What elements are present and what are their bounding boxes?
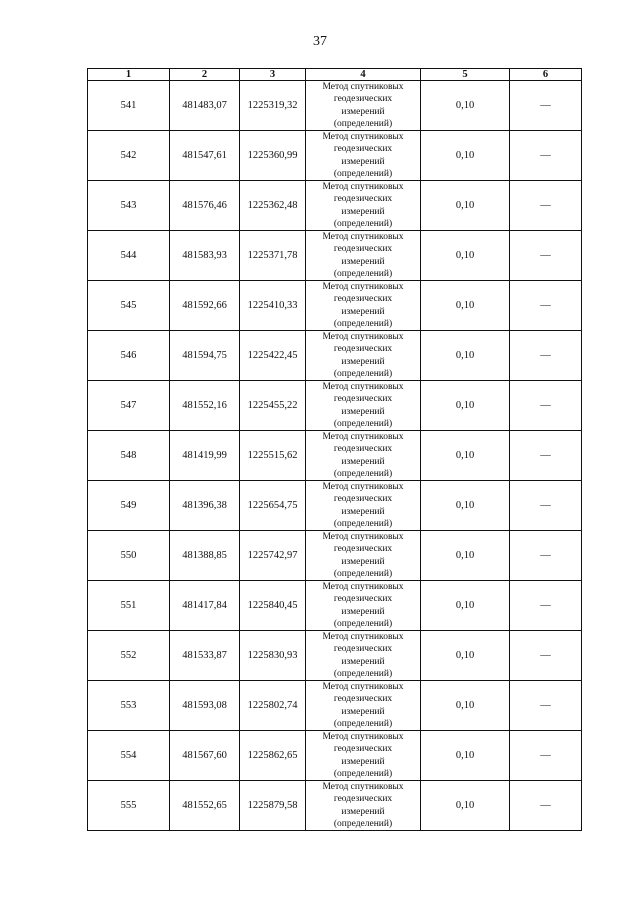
accuracy-cell: 0,10 [421, 131, 510, 181]
method-line: геодезических [333, 744, 393, 755]
method-line: (определений) [333, 118, 393, 129]
x-coordinate-cell: 481594,75 [170, 331, 240, 381]
method-cell [306, 331, 421, 381]
method-line: (определений) [333, 768, 393, 779]
method-line: геодезических [333, 544, 393, 555]
x-coordinate-cell: 481388,85 [170, 531, 240, 581]
accuracy-cell: 0,10 [421, 431, 510, 481]
accuracy-cell: 0,10 [421, 631, 510, 681]
method-line: Метод спутниковых [322, 782, 404, 793]
note-cell: — [510, 281, 582, 331]
method-line: Метод спутниковых [322, 232, 404, 243]
method-line: геодезических [333, 344, 393, 355]
method-line: геодезических [333, 444, 393, 455]
method-line: геодезических [333, 594, 393, 605]
method-cell [306, 131, 421, 181]
point-number-cell: 550 [88, 531, 170, 581]
method-line: геодезических [333, 394, 393, 405]
table-body [88, 81, 582, 831]
column-header-4: 4 [306, 69, 421, 81]
method-line: Метод спутниковых [322, 432, 404, 443]
coordinates-table [87, 68, 582, 831]
y-coordinate-cell: 1225840,45 [240, 581, 306, 631]
note-cell: — [510, 381, 582, 431]
accuracy-cell: 0,10 [421, 281, 510, 331]
note-cell: — [510, 181, 582, 231]
method-cell [306, 631, 421, 681]
y-coordinate-cell: 1225830,93 [240, 631, 306, 681]
table-row [88, 731, 582, 781]
method-line: измерений [341, 556, 385, 567]
table-row [88, 81, 582, 131]
y-coordinate-cell: 1225360,99 [240, 131, 306, 181]
point-number-cell: 547 [88, 381, 170, 431]
point-number-cell: 541 [88, 81, 170, 131]
note-cell: — [510, 331, 582, 381]
method-line: (определений) [333, 168, 393, 179]
method-line: геодезических [333, 94, 393, 105]
x-coordinate-cell: 481396,38 [170, 481, 240, 531]
method-line: (определений) [333, 318, 393, 329]
point-number-cell: 546 [88, 331, 170, 381]
x-coordinate-cell: 481547,61 [170, 131, 240, 181]
method-line: (определений) [333, 468, 393, 479]
method-line: измерений [341, 656, 385, 667]
method-cell [306, 281, 421, 331]
y-coordinate-cell: 1225410,33 [240, 281, 306, 331]
method-line: (определений) [333, 618, 393, 629]
method-line: Метод спутниковых [322, 82, 404, 93]
point-number-cell: 549 [88, 481, 170, 531]
y-coordinate-cell: 1225742,97 [240, 531, 306, 581]
method-line: измерений [341, 456, 385, 467]
x-coordinate-cell: 481533,87 [170, 631, 240, 681]
table-row [88, 431, 582, 481]
x-coordinate-cell: 481552,65 [170, 781, 240, 831]
method-line: Метод спутниковых [322, 332, 404, 343]
method-line: (определений) [333, 368, 393, 379]
note-cell: — [510, 81, 582, 131]
method-line: Метод спутниковых [322, 482, 404, 493]
table-row [88, 331, 582, 381]
column-header-2: 2 [170, 69, 240, 81]
x-coordinate-cell: 481483,07 [170, 81, 240, 131]
point-number-cell: 548 [88, 431, 170, 481]
point-number-cell: 553 [88, 681, 170, 731]
note-cell: — [510, 431, 582, 481]
method-line: геодезических [333, 244, 393, 255]
method-line: (определений) [333, 518, 393, 529]
method-line: измерений [341, 356, 385, 367]
method-line: Метод спутниковых [322, 582, 404, 593]
point-number-cell: 555 [88, 781, 170, 831]
method-line: измерений [341, 406, 385, 417]
method-line: Метод спутниковых [322, 282, 404, 293]
note-cell: — [510, 231, 582, 281]
method-line: геодезических [333, 194, 393, 205]
method-line: (определений) [333, 568, 393, 579]
method-line: измерений [341, 106, 385, 117]
method-cell [306, 431, 421, 481]
method-line: (определений) [333, 818, 393, 829]
method-line: измерений [341, 506, 385, 517]
method-line: Метод спутниковых [322, 132, 404, 143]
accuracy-cell: 0,10 [421, 581, 510, 631]
point-number-cell: 552 [88, 631, 170, 681]
method-cell [306, 781, 421, 831]
accuracy-cell: 0,10 [421, 81, 510, 131]
x-coordinate-cell: 481552,16 [170, 381, 240, 431]
method-cell [306, 731, 421, 781]
x-coordinate-cell: 481593,08 [170, 681, 240, 731]
table-row [88, 381, 582, 431]
y-coordinate-cell: 1225802,74 [240, 681, 306, 731]
y-coordinate-cell: 1225371,78 [240, 231, 306, 281]
table-row [88, 631, 582, 681]
table-row [88, 131, 582, 181]
method-cell [306, 231, 421, 281]
method-line: измерений [341, 806, 385, 817]
note-cell: — [510, 781, 582, 831]
method-line: Метод спутниковых [322, 682, 404, 693]
y-coordinate-cell: 1225862,65 [240, 731, 306, 781]
accuracy-cell: 0,10 [421, 781, 510, 831]
point-number-cell: 542 [88, 131, 170, 181]
method-line: измерений [341, 606, 385, 617]
accuracy-cell: 0,10 [421, 731, 510, 781]
y-coordinate-cell: 1225422,45 [240, 331, 306, 381]
table-row [88, 181, 582, 231]
x-coordinate-cell: 481419,99 [170, 431, 240, 481]
note-cell: — [510, 531, 582, 581]
note-cell: — [510, 631, 582, 681]
method-cell [306, 581, 421, 631]
column-header-6: 6 [510, 69, 582, 81]
method-line: измерений [341, 756, 385, 767]
method-line: геодезических [333, 794, 393, 805]
method-cell [306, 81, 421, 131]
point-number-cell: 551 [88, 581, 170, 631]
method-cell [306, 181, 421, 231]
column-header-3: 3 [240, 69, 306, 81]
note-cell: — [510, 131, 582, 181]
method-line: измерений [341, 156, 385, 167]
accuracy-cell: 0,10 [421, 381, 510, 431]
method-cell [306, 381, 421, 431]
x-coordinate-cell: 481567,60 [170, 731, 240, 781]
accuracy-cell: 0,10 [421, 481, 510, 531]
note-cell: — [510, 731, 582, 781]
accuracy-cell: 0,10 [421, 681, 510, 731]
note-cell: — [510, 581, 582, 631]
method-line: Метод спутниковых [322, 382, 404, 393]
accuracy-cell: 0,10 [421, 181, 510, 231]
method-line: Метод спутниковых [322, 182, 404, 193]
x-coordinate-cell: 481592,66 [170, 281, 240, 331]
point-number-cell: 554 [88, 731, 170, 781]
method-line: (определений) [333, 268, 393, 279]
point-number-cell: 545 [88, 281, 170, 331]
method-line: геодезических [333, 294, 393, 305]
method-line: (определений) [333, 418, 393, 429]
table-row [88, 681, 582, 731]
column-header-5: 5 [421, 69, 510, 81]
note-cell: — [510, 481, 582, 531]
method-line: измерений [341, 256, 385, 267]
method-line: измерений [341, 306, 385, 317]
method-cell [306, 531, 421, 581]
table-row [88, 531, 582, 581]
table-row [88, 781, 582, 831]
method-line: Метод спутниковых [322, 732, 404, 743]
x-coordinate-cell: 481417,84 [170, 581, 240, 631]
table-row [88, 231, 582, 281]
method-line: Метод спутниковых [322, 632, 404, 643]
accuracy-cell: 0,10 [421, 331, 510, 381]
column-header-1: 1 [88, 69, 170, 81]
table-header-row [88, 69, 582, 81]
point-number-cell: 543 [88, 181, 170, 231]
table-row [88, 281, 582, 331]
method-line: (определений) [333, 668, 393, 679]
note-cell: — [510, 681, 582, 731]
y-coordinate-cell: 1225879,58 [240, 781, 306, 831]
method-line: (определений) [333, 718, 393, 729]
page-number: 37 [313, 34, 327, 49]
y-coordinate-cell: 1225654,75 [240, 481, 306, 531]
method-line: геодезических [333, 494, 393, 505]
method-cell [306, 481, 421, 531]
method-line: геодезических [333, 694, 393, 705]
accuracy-cell: 0,10 [421, 531, 510, 581]
table-row [88, 481, 582, 531]
method-line: измерений [341, 706, 385, 717]
method-line: измерений [341, 206, 385, 217]
point-number-cell: 544 [88, 231, 170, 281]
method-line: геодезических [333, 644, 393, 655]
accuracy-cell: 0,10 [421, 231, 510, 281]
x-coordinate-cell: 481583,93 [170, 231, 240, 281]
table-row [88, 581, 582, 631]
method-line: Метод спутниковых [322, 532, 404, 543]
y-coordinate-cell: 1225515,62 [240, 431, 306, 481]
method-line: геодезических [333, 144, 393, 155]
y-coordinate-cell: 1225455,22 [240, 381, 306, 431]
method-cell [306, 681, 421, 731]
y-coordinate-cell: 1225319,32 [240, 81, 306, 131]
method-line: (определений) [333, 218, 393, 229]
y-coordinate-cell: 1225362,48 [240, 181, 306, 231]
x-coordinate-cell: 481576,46 [170, 181, 240, 231]
